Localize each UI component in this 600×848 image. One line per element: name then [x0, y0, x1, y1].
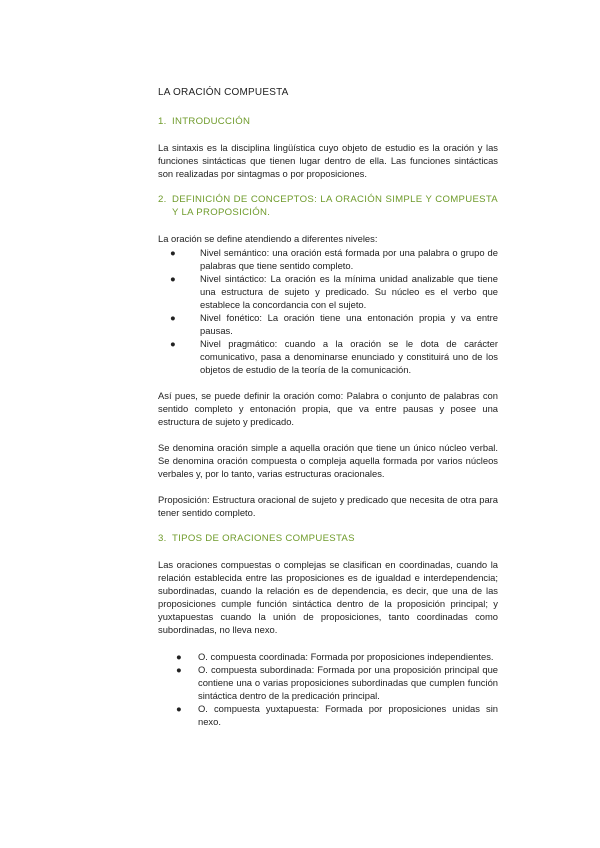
bullet-icon: ● [176, 703, 182, 714]
section-heading-tipos [158, 532, 498, 545]
section-title: DEFINICIÓN DE CONCEPTOS: LA ORACIÓN SIMPLE Y COMPUESTA Y LA PROPOSICIÓN. [172, 194, 498, 218]
bullet-icon: ● [170, 312, 176, 323]
paragraph-intro: La oración se define atendiendo a diferentes niveles: [158, 233, 378, 244]
bullet-icon: ● [170, 247, 176, 258]
section-heading-introduccion [158, 115, 498, 128]
bullet-icon: ● [176, 664, 182, 675]
list-item [158, 702, 498, 728]
section-number: 3. [158, 533, 167, 544]
list-item [158, 337, 498, 376]
section-title: TIPOS DE ORACIONES COMPUESTAS [172, 533, 355, 544]
section-number: 2. [158, 194, 167, 205]
bullet-icon: ● [176, 651, 182, 662]
page-title: LA ORACIÓN COMPUESTA [158, 87, 289, 98]
document-content [158, 86, 498, 741]
list-item-text: Nivel fonético: La oración tiene una entonación propia y va entre pausas. [200, 312, 498, 336]
list-item [158, 311, 498, 337]
bullet-icon: ● [170, 338, 176, 349]
section-heading-definicion [158, 193, 498, 219]
list-item-text: O. compuesta subordinada: Formada por una proposición principal que contiene una o varias proposiciones subordinadas que cumplen función sintáctica dentro de la predicación principal. [198, 664, 498, 701]
section-number: 1. [158, 116, 167, 127]
list-item [158, 246, 498, 272]
list-item-text: O. compuesta yuxtapuesta: Formada por proposiciones unidas sin nexo. [198, 703, 498, 727]
bullet-icon: ● [170, 273, 176, 284]
paragraph: Las oraciones compuestas o complejas se clasifican en coordinadas, cuando la relación establecida entre las proposiciones es de igualdad e interdependencia; subordinadas, cuando la relación es de dependencia, es decir, que una de las proposiciones cumple función sintáctica dentro de la proposición principal; y yuxtapuestas cuando la unión de proposiciones, tanto coordinadas como subordinadas, no lleva nexo. [158, 559, 498, 635]
levels-list [158, 246, 498, 376]
list-item-text: Nivel semántico: una oración está formada por una palabra o grupo de palabras que tiene sentido completo. [200, 247, 498, 271]
list-item [158, 272, 498, 311]
paragraph: La sintaxis es la disciplina lingüística cuyo objeto de estudio es la oración y las funciones sintácticas que tienen lugar dentro de ella. Las funciones sintácticas son realizadas por sintagmas o por proposiciones. [158, 142, 498, 179]
list-item-text: O. compuesta coordinada: Formada por proposiciones independientes. [198, 651, 494, 662]
paragraph: Proposición: Estructura oracional de sujeto y predicado que necesita de otra para tener sentido completo. [158, 494, 498, 518]
types-list [158, 650, 498, 728]
list-item-text: Nivel sintáctico: La oración es la mínima unidad analizable que tiene una estructura de sujeto y predicado. Su núcleo es el verbo que establece la concordancia con el sujeto. [200, 273, 498, 310]
section-title: INTRODUCCIÓN [172, 116, 251, 127]
list-item [158, 650, 498, 663]
list-item-text: Nivel pragmático: cuando a la oración se le dota de carácter comunicativo, pasa a denominarse enunciado y constituirá uno de los objetos de estudio de la teoría de la comunicación. [200, 338, 498, 375]
list-item [158, 663, 498, 702]
paragraph: Se denomina oración simple a aquella oración que tiene un único núcleo verbal. Se denomina oración compuesta o compleja aquella formada por varios núcleos verbales y, por lo tanto, varias estructuras oracionales. [158, 442, 498, 479]
paragraph: Así pues, se puede definir la oración como: Palabra o conjunto de palabras con sentido completo y entonación propia, que va entre pausas y posee una estructura de sujeto y predicado. [158, 390, 498, 427]
